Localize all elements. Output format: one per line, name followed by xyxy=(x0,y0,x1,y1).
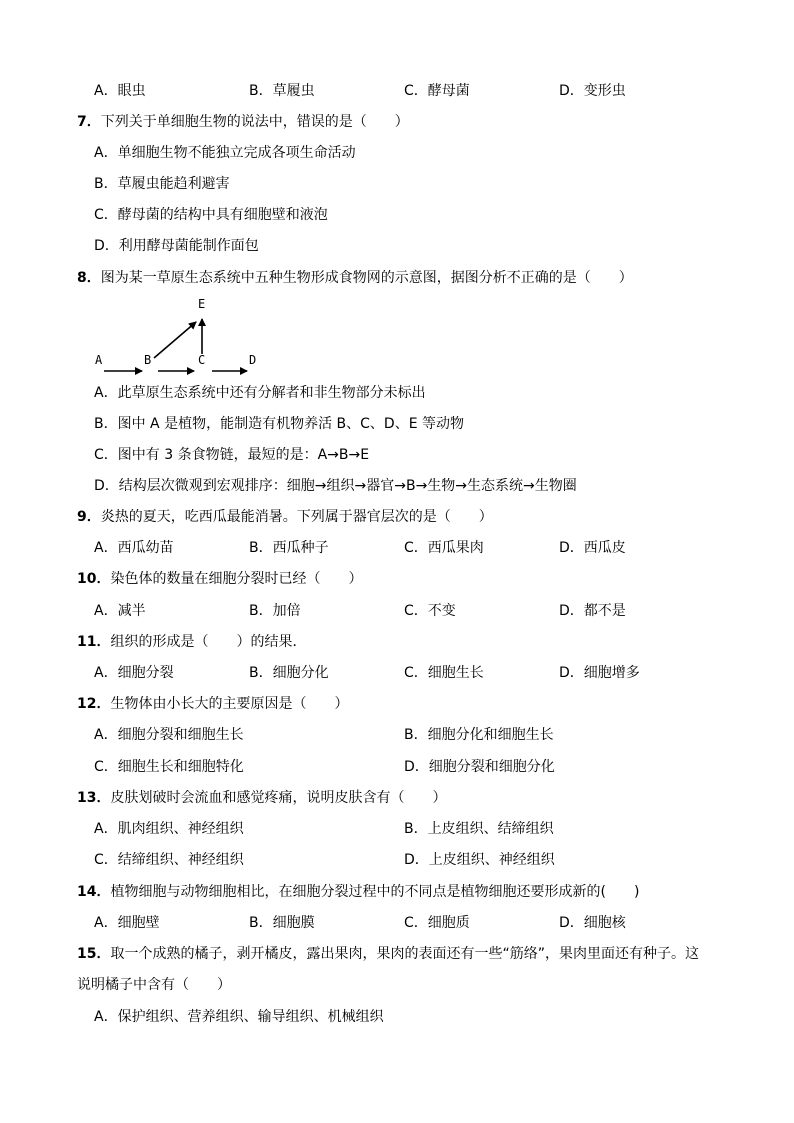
q10-text: 染色体的数量在细胞分裂时已经（ ） xyxy=(110,571,363,587)
q15-stem-line-2: 说明橘子中含有（ ） xyxy=(77,977,231,993)
q7-text: 下列关于单细胞生物的说法中，错误的是（ ） xyxy=(100,114,409,130)
q15-stem-line-1 xyxy=(77,944,699,964)
q10-options-row xyxy=(94,601,654,621)
q8-number: 8． xyxy=(77,270,101,286)
q13-number: 13． xyxy=(77,790,111,806)
q9-stem xyxy=(77,507,493,527)
q13-stem xyxy=(77,788,446,808)
q8-option-c: C．图中有 3 条食物链，最短的是：A→B→E xyxy=(94,447,370,463)
q8-option-b: B．图中 A 是植物，能制造有机物养活 B、C、D、E 等动物 xyxy=(94,416,464,432)
q9-text: 炎热的夏天，吃西瓜最能消暑。下列属于器官层次的是（ ） xyxy=(100,509,493,525)
q10-option-b: B．加倍 xyxy=(249,603,301,619)
q12-stem xyxy=(77,694,348,714)
q14-number: 14． xyxy=(77,884,111,900)
q9-options-row xyxy=(94,538,654,558)
q7-stem xyxy=(77,112,409,132)
q6-option-c: C．酵母菌 xyxy=(404,83,470,99)
q12-options-row-2 xyxy=(94,757,654,777)
q8-stem xyxy=(77,268,633,288)
q7-option-a: A．单细胞生物不能独立完成各项生命活动 xyxy=(94,145,356,161)
q12-option-c: C．细胞生长和细胞特化 xyxy=(94,759,244,775)
q14-option-a: A．细胞壁 xyxy=(94,915,160,931)
q6-option-a: A．眼虫 xyxy=(94,83,146,99)
q14-options-row xyxy=(94,913,654,933)
q14-option-c: C．细胞质 xyxy=(404,915,470,931)
q12-option-d: D．细胞分裂和细胞分化 xyxy=(404,759,555,775)
food-web-diagram xyxy=(90,292,280,382)
q8-text: 图为某一草原生态系统中五种生物形成食物网的示意图，据图分析不正确的是（ ） xyxy=(100,270,633,286)
q9-option-d: D．西瓜皮 xyxy=(559,540,626,556)
q15-option-a: A．保护组织、营养组织、输导组织、机械组织 xyxy=(94,1009,384,1025)
q13-option-a: A．肌肉组织、神经组织 xyxy=(94,821,244,837)
q11-option-c: C．细胞生长 xyxy=(404,665,484,681)
q14-text: 植物细胞与动物细胞相比，在细胞分裂过程中的不同点是植物细胞还要形成新的( ) xyxy=(110,884,640,900)
q10-option-d: D．都不是 xyxy=(559,603,626,619)
food-web-label-e: E xyxy=(198,297,206,311)
q11-option-d: D．细胞增多 xyxy=(559,665,640,681)
q11-stem xyxy=(77,632,306,652)
q10-stem xyxy=(77,569,362,589)
q12-options-row-1 xyxy=(94,725,654,745)
q10-option-a: A．减半 xyxy=(94,603,146,619)
q9-number: 9． xyxy=(77,509,101,525)
q12-option-a: A．细胞分裂和细胞生长 xyxy=(94,727,244,743)
q13-option-c: C．结缔组织、神经组织 xyxy=(94,852,244,868)
q6-option-d: D．变形虫 xyxy=(559,83,626,99)
q6-option-b: B．草履虫 xyxy=(249,83,315,99)
q14-option-b: B．细胞膜 xyxy=(249,915,315,931)
q12-number: 12． xyxy=(77,696,111,712)
q13-option-b: B．上皮组织、结缔组织 xyxy=(404,821,554,837)
q13-option-d: D．上皮组织、神经组织 xyxy=(404,852,555,868)
q11-options-row xyxy=(94,663,654,683)
q11-option-a: A．细胞分裂 xyxy=(94,665,174,681)
food-web-label-c: C xyxy=(198,353,206,367)
q14-stem xyxy=(77,882,639,902)
q11-option-b: B．细胞分化 xyxy=(249,665,329,681)
q13-options-row-1 xyxy=(94,819,654,839)
q13-text: 皮肤划破时会流血和感觉疼痛，说明皮肤含有（ ） xyxy=(110,790,447,806)
q8-option-a: A．此草原生态系统中还有分解者和非生物部分未标出 xyxy=(94,385,426,401)
q7-option-d: D．利用酵母菌能制作面包 xyxy=(94,238,259,254)
food-web-label-d: D xyxy=(249,353,257,367)
q10-option-c: C．不变 xyxy=(404,603,456,619)
q7-option-b: B．草履虫能趋利避害 xyxy=(94,176,230,192)
q13-options-row-2 xyxy=(94,850,654,870)
q12-option-b: B．细胞分化和细胞生长 xyxy=(404,727,554,743)
food-web-label-a: A xyxy=(95,353,103,367)
q15-number: 15． xyxy=(77,946,111,962)
q11-number: 11． xyxy=(77,634,111,650)
q9-option-c: C．西瓜果肉 xyxy=(404,540,484,556)
q11-text: 组织的形成是（ ）的结果． xyxy=(110,634,307,650)
q9-option-b: B．西瓜种子 xyxy=(249,540,329,556)
q9-option-a: A．西瓜幼苗 xyxy=(94,540,174,556)
q12-text: 生物体由小长大的主要原因是（ ） xyxy=(110,696,349,712)
arrow-b-to-e xyxy=(154,322,196,358)
q10-number: 10． xyxy=(77,571,111,587)
q7-number: 7． xyxy=(77,114,101,130)
q7-option-c: C．酵母菌的结构中具有细胞壁和液泡 xyxy=(94,207,328,223)
q15-text-line-1: 取一个成熟的橘子，剥开橘皮，露出果肉，果肉的表面还有一些“筋络”，果肉里面还有种子。这 xyxy=(110,946,699,962)
food-web-label-b: B xyxy=(144,353,152,367)
q6-options-row xyxy=(94,81,654,101)
q14-option-d: D．细胞核 xyxy=(559,915,626,931)
q8-option-d: D．结构层次微观到宏观排序：细胞→组织→器官→B→生物→生态系统→生物圈 xyxy=(94,478,577,494)
